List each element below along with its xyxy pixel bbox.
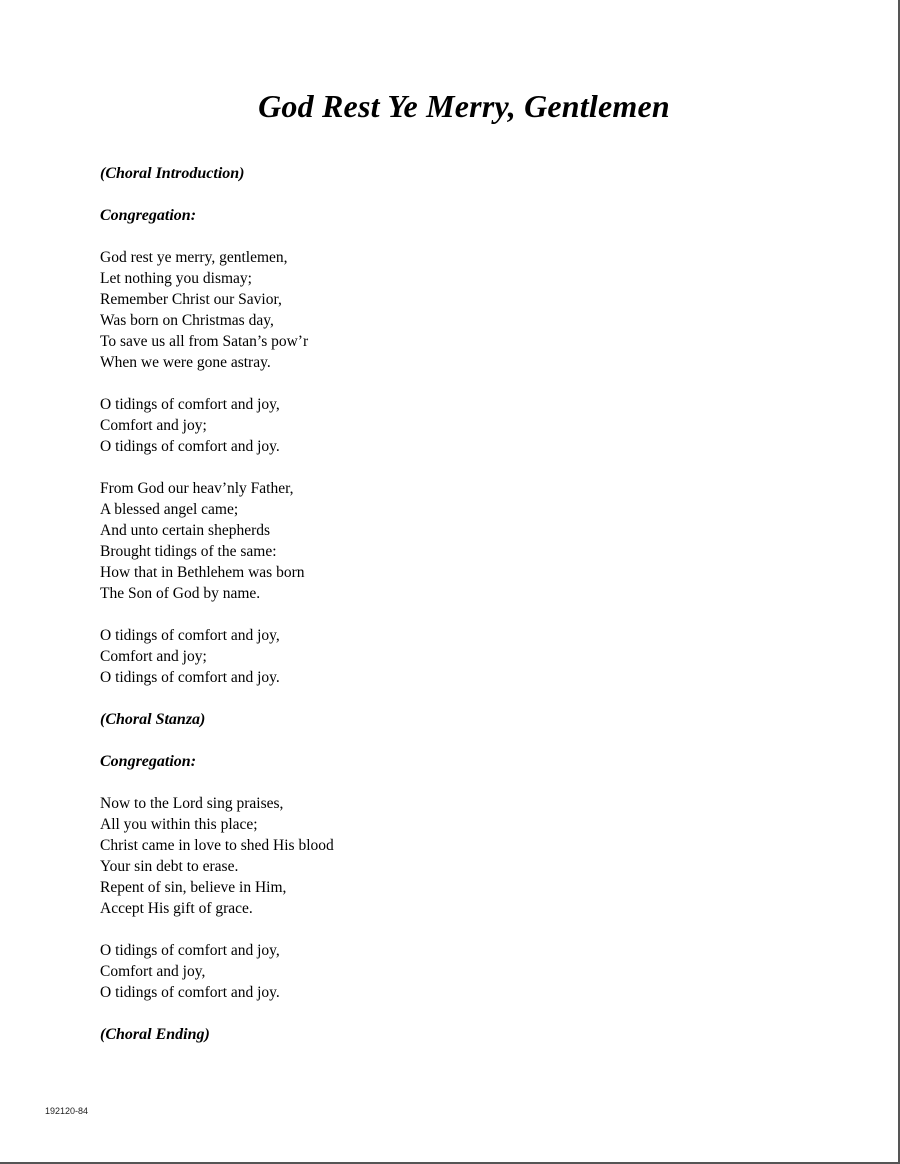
spacer (100, 184, 800, 205)
spacer (100, 226, 800, 247)
lyric-line: Repent of sin, believe in Him, (100, 879, 287, 896)
lyric-line: Now to the Lord sing praises, (100, 795, 284, 812)
lyric-line: Comfort and joy, (100, 963, 206, 980)
lyric-line: Comfort and joy; (100, 648, 207, 665)
lyric-line: Was born on Christmas day, (100, 312, 274, 329)
spacer (100, 373, 800, 394)
lyric-line: The Son of God by name. (100, 585, 261, 602)
lyric-line: O tidings of comfort and joy, (100, 627, 280, 644)
refrain-3 (100, 940, 800, 1003)
lyric-line: Remember Christ our Savior, (100, 291, 282, 308)
lyric-line: Your sin debt to erase. (100, 858, 239, 875)
lyric-line: Let nothing you dismay; (100, 270, 252, 287)
lyric-line: Christ came in love to shed His blood (100, 837, 334, 854)
lyrics-body (100, 163, 800, 1045)
lyric-line: To save us all from Satan’s pow’r (100, 333, 309, 350)
verse-1 (100, 247, 800, 373)
lyric-line: O tidings of comfort and joy. (100, 984, 280, 1001)
spacer (100, 730, 800, 751)
lyric-line: When we were gone astray. (100, 354, 271, 371)
choral-stanza-label: (Choral Stanza) (100, 711, 206, 728)
refrain-1 (100, 394, 800, 457)
choral-ending-label: (Choral Ending) (100, 1026, 210, 1043)
choral-introduction-label: (Choral Introduction) (100, 165, 245, 182)
lyric-line: Brought tidings of the same: (100, 543, 277, 560)
lyric-line: O tidings of comfort and joy, (100, 396, 280, 413)
spacer (100, 457, 800, 478)
spacer (100, 919, 800, 940)
congregation-label-2: Congregation: (100, 753, 197, 770)
page-title: God Rest Ye Merry, Gentlemen (258, 88, 670, 124)
lyric-line: A blessed angel came; (100, 501, 239, 518)
lyric-line: And unto certain shepherds (100, 522, 271, 539)
lyric-line: O tidings of comfort and joy. (100, 669, 280, 686)
lyric-line: God rest ye merry, gentlemen, (100, 249, 288, 266)
lyric-line: O tidings of comfort and joy, (100, 942, 280, 959)
verse-2 (100, 478, 800, 604)
spacer (100, 772, 800, 793)
lyric-line: From God our heav’nly Father, (100, 480, 294, 497)
lyric-line: O tidings of comfort and joy. (100, 438, 280, 455)
lyric-line: All you within this place; (100, 816, 258, 833)
lyric-line: Accept His gift of grace. (100, 900, 253, 917)
footer-catalog-code: 192120-84 (45, 1106, 89, 1116)
lyric-line: Comfort and joy; (100, 417, 207, 434)
spacer (100, 1003, 800, 1024)
spacer (100, 604, 800, 625)
lyric-line: How that in Bethlehem was born (100, 564, 305, 581)
refrain-2 (100, 625, 800, 688)
spacer (100, 688, 800, 709)
verse-3 (100, 793, 800, 919)
congregation-label-1: Congregation: (100, 207, 197, 224)
